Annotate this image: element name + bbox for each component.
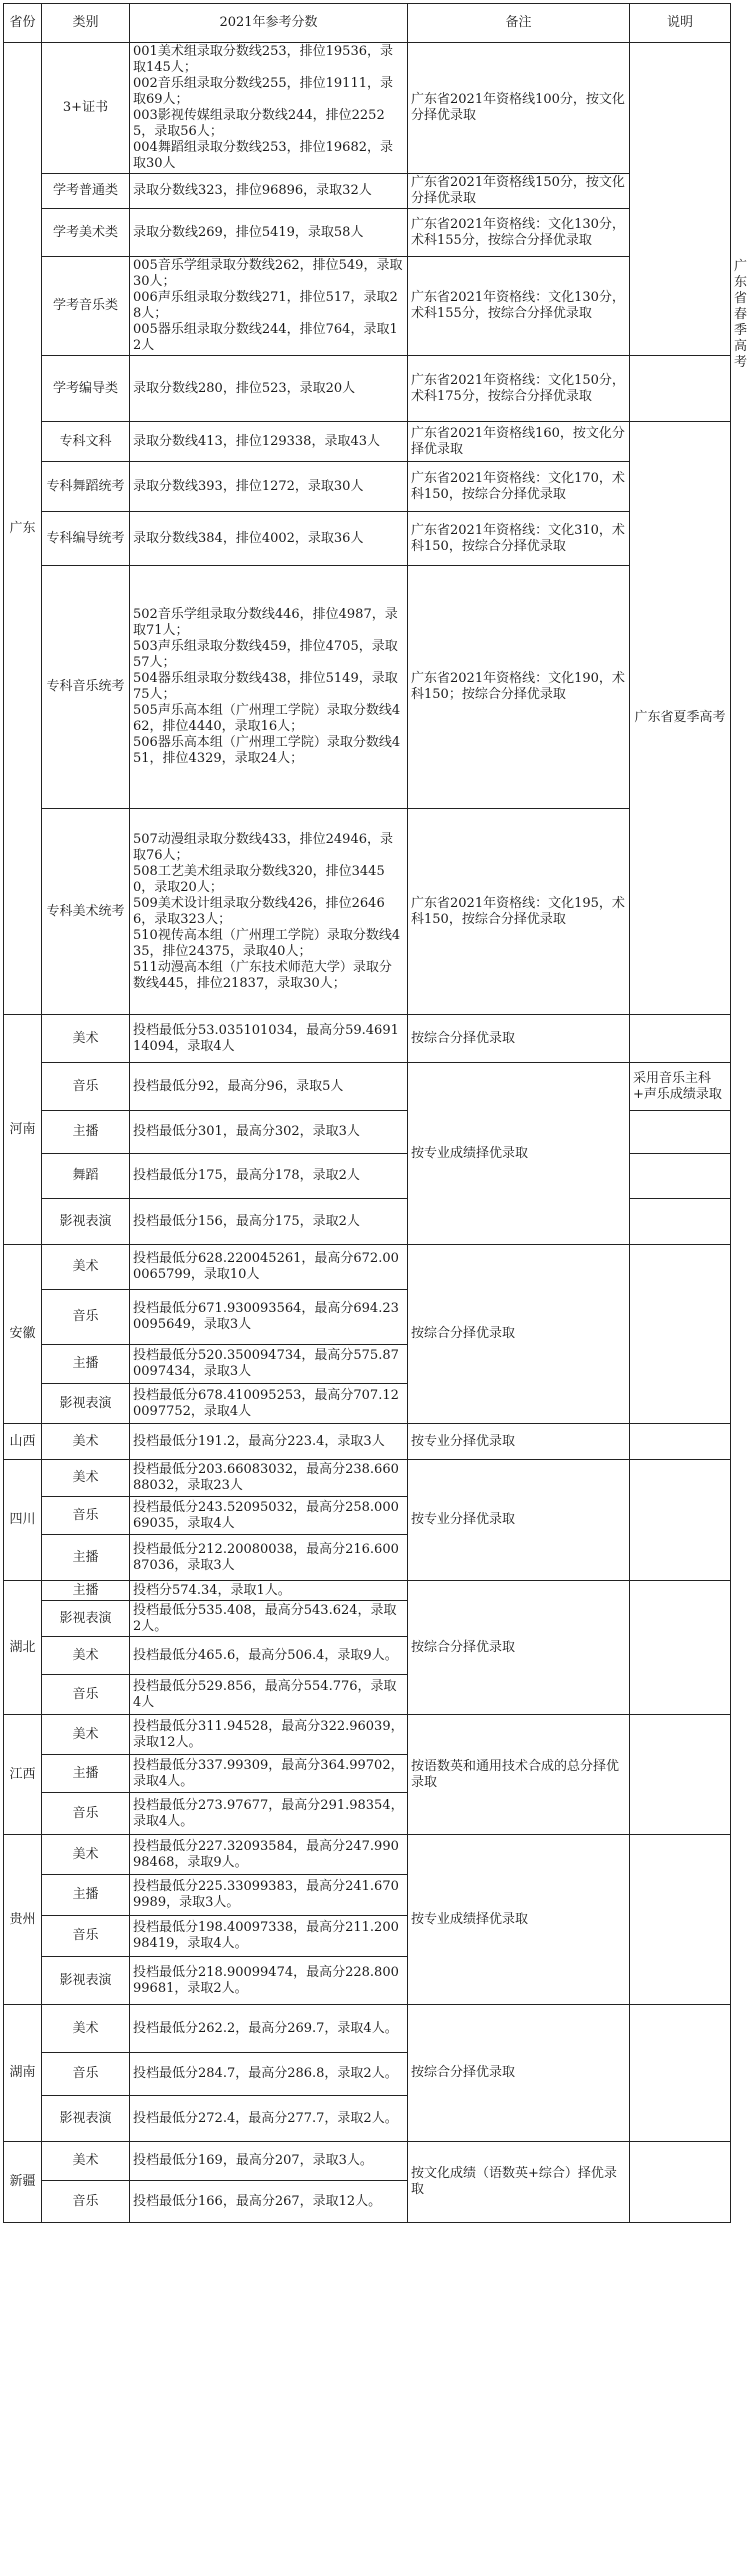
note-cell: 按综合分择优录取 bbox=[408, 2005, 630, 2142]
score-cell: 投档最低分203.66083032，最高分238.66088032，录取23人 bbox=[130, 1460, 408, 1497]
note-cell: 广东省2021年资格线：文化130分，术科155分，按综合分择优录取 bbox=[408, 257, 630, 356]
category-cell: 专科文科 bbox=[42, 422, 130, 462]
table-row bbox=[4, 2142, 731, 2181]
category-cell: 影视表演 bbox=[42, 2096, 130, 2142]
note-cell: 广东省2021年资格线160，按文化分择优录取 bbox=[408, 422, 630, 462]
score-cell: 投档最低分169，最高分207，录取3人。 bbox=[130, 2142, 408, 2181]
score-cell: 录取分数线280，排位523，录取20人 bbox=[130, 356, 408, 422]
table-row bbox=[4, 1424, 731, 1460]
table-row bbox=[4, 1835, 731, 1875]
table-row bbox=[4, 462, 731, 512]
category-cell: 美术 bbox=[42, 1460, 130, 1497]
category-cell: 美术 bbox=[42, 1245, 130, 1290]
category-cell: 主播 bbox=[42, 1535, 130, 1581]
score-cell: 投档最低分156，最高分175，录取2人 bbox=[130, 1199, 408, 1245]
category-cell: 音乐 bbox=[42, 2181, 130, 2223]
category-cell: 美术 bbox=[42, 1835, 130, 1875]
desc-cell bbox=[630, 1111, 731, 1154]
score-cell: 投档最低分678.410095253，最高分707.120097752，录取4人 bbox=[130, 1384, 408, 1424]
province-cell: 河南 bbox=[4, 1015, 42, 1245]
score-cell: 投档最低分520.350094734，最高分575.870097434，录取3人 bbox=[130, 1345, 408, 1384]
note-cell: 广东省2021年资格线100分，按文化分择优录取 bbox=[408, 43, 630, 174]
note-cell: 按专业分择优录取 bbox=[408, 1460, 630, 1581]
category-cell: 音乐 bbox=[42, 1497, 130, 1535]
table-row bbox=[4, 422, 731, 462]
header-desc: 说明 bbox=[630, 4, 731, 43]
score-cell: 投档最低分212.20080038，最高分216.60087036，录取3人 bbox=[130, 1535, 408, 1581]
category-cell: 主播 bbox=[42, 1581, 130, 1601]
score-cell: 投档最低分529.856，最高分554.776，录取4人 bbox=[130, 1675, 408, 1715]
note-cell: 广东省2021年资格线：文化170，术科150，按综合分择优录取 bbox=[408, 462, 630, 512]
score-cell: 投档最低分225.33099383，最高分241.6709989，录取3人。 bbox=[130, 1875, 408, 1916]
header-province: 省份 bbox=[4, 4, 42, 43]
score-cell: 投档最低分273.97677，最高分291.98354，录取4人。 bbox=[130, 1793, 408, 1835]
table-row bbox=[4, 1015, 731, 1063]
table-row: 学考美术类 录取分数线269，排位5419，录取58人 广东省2021年资格线：文化130分，术科155分，按综合分择优录取 广东省春季高考 bbox=[4, 209, 731, 257]
category-cell: 美术 bbox=[42, 1424, 130, 1460]
desc-cell bbox=[630, 2005, 731, 2142]
header-category: 类别 bbox=[42, 4, 130, 43]
table-row bbox=[4, 566, 731, 809]
score-cell: 投档最低分175，最高分178，录取2人 bbox=[130, 1154, 408, 1199]
province-cell: 山西 bbox=[4, 1424, 42, 1460]
category-cell: 学考普通类 bbox=[42, 174, 130, 209]
table-row bbox=[4, 43, 731, 174]
score-cell: 录取分数线384，排位4002，录取36人 bbox=[130, 512, 408, 566]
note-cell: 广东省2021年资格线：文化195，术科150，按综合分择优录取 bbox=[408, 809, 630, 1015]
category-cell: 影视表演 bbox=[42, 1384, 130, 1424]
category-cell: 专科舞蹈统考 bbox=[42, 462, 130, 512]
score-cell: 投档最低分262.2，最高分269.7，录取4人。 bbox=[130, 2005, 408, 2053]
score-cell: 投档最低分272.4，最高分277.7，录取2人。 bbox=[130, 2096, 408, 2142]
table-row bbox=[4, 1581, 731, 1601]
category-cell: 主播 bbox=[42, 1755, 130, 1793]
category-cell: 影视表演 bbox=[42, 1199, 130, 1245]
category-cell: 学考美术类 bbox=[42, 209, 130, 257]
desc-cell: 采用音乐主科+声乐成绩录取 bbox=[630, 1063, 731, 1111]
table-header-row bbox=[4, 4, 731, 43]
score-cell: 502音乐学组录取分数线446，排位4987，录取71人； 503声乐组录取分数线459，排位4705，录取57人； 504器乐组录取分数线438，排位5149，录取75人； 505声乐高本组（广州理工学院）录取分数线462，排位4440，录取16人； 506器乐高本组（广州理工学院）录取分数线451，排位4329，录取24人； bbox=[130, 566, 408, 809]
category-cell: 舞蹈 bbox=[42, 1154, 130, 1199]
category-cell: 主播 bbox=[42, 1875, 130, 1916]
desc-cell bbox=[630, 1581, 731, 1715]
category-cell: 影视表演 bbox=[42, 1957, 130, 2005]
score-cell: 投档最低分628.220045261，最高分672.000065799，录取10人 bbox=[130, 1245, 408, 1290]
note-cell: 按文化成绩（语数英+综合）择优录取 bbox=[408, 2142, 630, 2223]
score-cell: 投档最低分284.7，最高分286.8，录取2人。 bbox=[130, 2053, 408, 2096]
score-cell: 投档最低分301，最高分302，录取3人 bbox=[130, 1111, 408, 1154]
desc-cell bbox=[630, 1015, 731, 1063]
score-cell: 投档最低分243.52095032，最高分258.00069035，录取4人 bbox=[130, 1497, 408, 1535]
category-cell: 美术 bbox=[42, 1715, 130, 1755]
score-cell: 投档最低分218.90099474，最高分228.80099681，录取2人。 bbox=[130, 1957, 408, 2005]
category-cell: 音乐 bbox=[42, 1793, 130, 1835]
desc-cell bbox=[630, 2142, 731, 2223]
category-cell: 专科美术统考 bbox=[42, 809, 130, 1015]
category-cell: 学考编导类 bbox=[42, 356, 130, 422]
score-cell: 投档最低分227.32093584，最高分247.99098468，录取9人。 bbox=[130, 1835, 408, 1875]
table-row bbox=[4, 512, 731, 566]
desc-cell bbox=[630, 1245, 731, 1424]
category-cell: 音乐 bbox=[42, 1290, 130, 1345]
score-cell: 投档最低分671.930093564，最高分694.230095649，录取3人 bbox=[130, 1290, 408, 1345]
score-cell: 投档最低分337.99309，最高分364.99702，录取4人。 bbox=[130, 1755, 408, 1793]
category-cell: 学考音乐类 bbox=[42, 257, 130, 356]
category-cell: 音乐 bbox=[42, 2053, 130, 2096]
note-cell: 按综合分择优录取 bbox=[408, 1245, 630, 1424]
table-row bbox=[4, 1245, 731, 1290]
note-cell: 按专业分择优录取 bbox=[408, 1424, 630, 1460]
category-cell: 专科编导统考 bbox=[42, 512, 130, 566]
category-cell: 影视表演 bbox=[42, 1601, 130, 1637]
score-cell: 录取分数线413，排位129338，录取43人 bbox=[130, 422, 408, 462]
province-cell: 四川 bbox=[4, 1460, 42, 1581]
category-cell: 音乐 bbox=[42, 1063, 130, 1111]
score-cell: 投档分574.34，录取1人。 bbox=[130, 1581, 408, 1601]
table-row bbox=[4, 1715, 731, 1755]
score-cell: 录取分数线269，排位5419，录取58人 bbox=[130, 209, 408, 257]
category-cell: 美术 bbox=[42, 1015, 130, 1063]
province-cell: 安徽 bbox=[4, 1245, 42, 1424]
page bbox=[0, 3, 747, 2223]
score-cell: 投档最低分53.035101034，最高分59.469114094，录取4人 bbox=[130, 1015, 408, 1063]
note-cell: 按专业成绩择优录取 bbox=[408, 1835, 630, 2005]
desc-cell bbox=[630, 43, 731, 356]
score-cell: 005音乐学组录取分数线262，排位549，录取30人； 006声乐组录取分数线271，排位517，录取28人； 005器乐组录取分数线244，排位764，录取12人 bbox=[130, 257, 408, 356]
category-cell: 音乐 bbox=[42, 1675, 130, 1715]
desc-cell bbox=[630, 1199, 731, 1245]
note-cell: 按综合分择优录取 bbox=[408, 1015, 630, 1063]
desc-cell bbox=[630, 1715, 731, 1835]
note-cell: 广东省2021年资格线：文化150分，术科175分，按综合分择优录取 bbox=[408, 356, 630, 422]
category-cell: 主播 bbox=[42, 1345, 130, 1384]
score-cell: 投档最低分198.40097338，最高分211.20098419，录取4人。 bbox=[130, 1916, 408, 1957]
desc-cell bbox=[630, 1424, 731, 1460]
note-cell: 按综合分择优录取 bbox=[408, 1581, 630, 1715]
table-row bbox=[4, 1063, 731, 1111]
province-cell: 新疆 bbox=[4, 2142, 42, 2223]
desc-cell bbox=[630, 1835, 731, 2005]
desc-cell bbox=[630, 1460, 731, 1581]
province-cell: 贵州 bbox=[4, 1835, 42, 2005]
category-cell: 美术 bbox=[42, 1637, 130, 1675]
table-row bbox=[4, 174, 731, 209]
score-cell: 投档最低分465.6，最高分506.4，录取9人。 bbox=[130, 1637, 408, 1675]
desc-cell bbox=[630, 1154, 731, 1199]
score-cell: 投档最低分166，最高分267，录取12人。 bbox=[130, 2181, 408, 2223]
category-cell: 3+证书 bbox=[42, 43, 130, 174]
score-cell: 001美术组录取分数线253，排位19536，录取145人； 002音乐组录取分数线255，排位19111，录取69人； 003影视传媒组录取分数线244，排位22525，录取56人； 004舞蹈组录取分数线253，排位19682，录取30人 bbox=[130, 43, 408, 174]
note-cell: 广东省2021年资格线150分，按文化分择优录取 bbox=[408, 174, 630, 209]
province-cell: 广东 bbox=[4, 43, 42, 1015]
note-cell: 按语数英和通用技术合成的总分择优录取 bbox=[408, 1715, 630, 1835]
note-cell: 广东省2021年资格线：文化190，术科150；按综合分择优录取 bbox=[408, 566, 630, 809]
header-note: 备注 bbox=[408, 4, 630, 43]
table-row bbox=[4, 2005, 731, 2053]
admission-score-table bbox=[3, 3, 747, 2223]
note-cell: 广东省2021年资格线：文化130分，术科155分，按综合分择优录取 bbox=[408, 209, 630, 257]
table-row bbox=[4, 356, 731, 422]
score-cell: 507动漫组录取分数线433，排位24946，录取76人； 508工艺美术组录取分数线320，排位34450，录取20人； 509美术设计组录取分数线426，排位26466，录取323人； 510视传高本组（广州理工学院）录取分数线435，排位24375，录取40人； 511动漫高本组（广东技术师范大学）录取分数线445，排位21837，录取30人； bbox=[130, 809, 408, 1015]
category-cell: 专科音乐统考 bbox=[42, 566, 130, 809]
category-cell: 美术 bbox=[42, 2005, 130, 2053]
score-cell: 投档最低分92，最高分96，录取5人 bbox=[130, 1063, 408, 1111]
province-cell: 湖北 bbox=[4, 1581, 42, 1715]
note-cell: 按专业成绩择优录取 bbox=[408, 1063, 630, 1245]
score-cell: 投档最低分191.2，最高分223.4，录取3人 bbox=[130, 1424, 408, 1460]
score-cell: 录取分数线393，排位1272，录取30人 bbox=[130, 462, 408, 512]
category-cell: 美术 bbox=[42, 2142, 130, 2181]
desc-cell: 广东省夏季高考 bbox=[630, 422, 731, 1015]
category-cell: 主播 bbox=[42, 1111, 130, 1154]
province-cell: 江西 bbox=[4, 1715, 42, 1835]
table-row bbox=[4, 809, 731, 1015]
header-score: 2021年参考分数 bbox=[130, 4, 408, 43]
score-cell: 投档最低分311.94528，最高分322.96039，录取12人。 bbox=[130, 1715, 408, 1755]
table-row bbox=[4, 257, 731, 356]
table-row bbox=[4, 1460, 731, 1497]
score-cell: 投档最低分535.408，最高分543.624，录取2人。 bbox=[130, 1601, 408, 1637]
note-cell: 广东省2021年资格线：文化310，术科150，按综合分择优录取 bbox=[408, 512, 630, 566]
province-cell: 湖南 bbox=[4, 2005, 42, 2142]
category-cell: 音乐 bbox=[42, 1916, 130, 1957]
score-cell: 录取分数线323，排位96896，录取32人 bbox=[130, 174, 408, 209]
